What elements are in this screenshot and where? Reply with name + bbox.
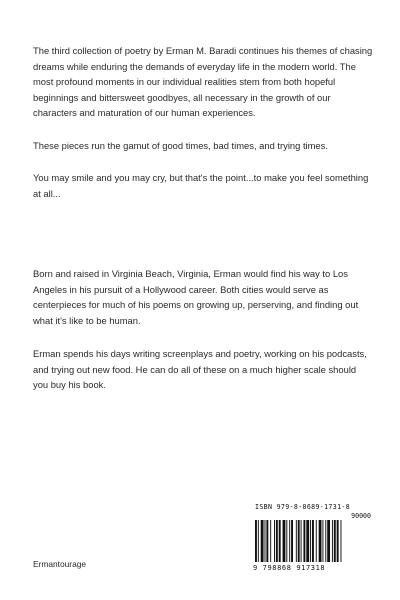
publisher-name: Ermantourage: [33, 559, 87, 569]
synopsis-paragraph-2: These pieces run the gamut of good times, bad times, and trying times.: [33, 140, 328, 151]
author-bio-paragraph-2: Erman spends his days writing screenplays and poetry, working on his podcasts, and trying out new food. He can do all of these on a much higher scale should you buy his book.: [33, 348, 367, 391]
synopsis-paragraph-3: You may smile and you may cry, but that's the point...to make you feel something at all...: [33, 172, 369, 199]
author-bio-paragraph-1: Born and raised in Virginia Beach, Virginia, Erman would find his way to Los Angeles in his pursuit of a Hollywood career. Both cities would serve as centerpieces for much of his poems on growing up, perserving, and finding out what it's like to be human.: [33, 268, 359, 326]
synopsis-paragraph-1: The third collection of poetry by Erman M. Baradi continues his themes of chasing dreams while enduring the demands of everyday life in the modern world. The most profound moments in our individual realities stem from both hopeful beginnings and bittersweet goodbyes, all necessary in the growth of our characters and maturation of our human experiences.: [33, 45, 373, 119]
barcode-bars: [251, 520, 373, 564]
isbn-barcode: [251, 503, 373, 575]
barcode-number: 9 798868 917318: [253, 564, 326, 572]
price-code: 90000: [351, 512, 371, 520]
isbn-text: ISBN 979-8-8689-1731-8: [255, 503, 351, 511]
